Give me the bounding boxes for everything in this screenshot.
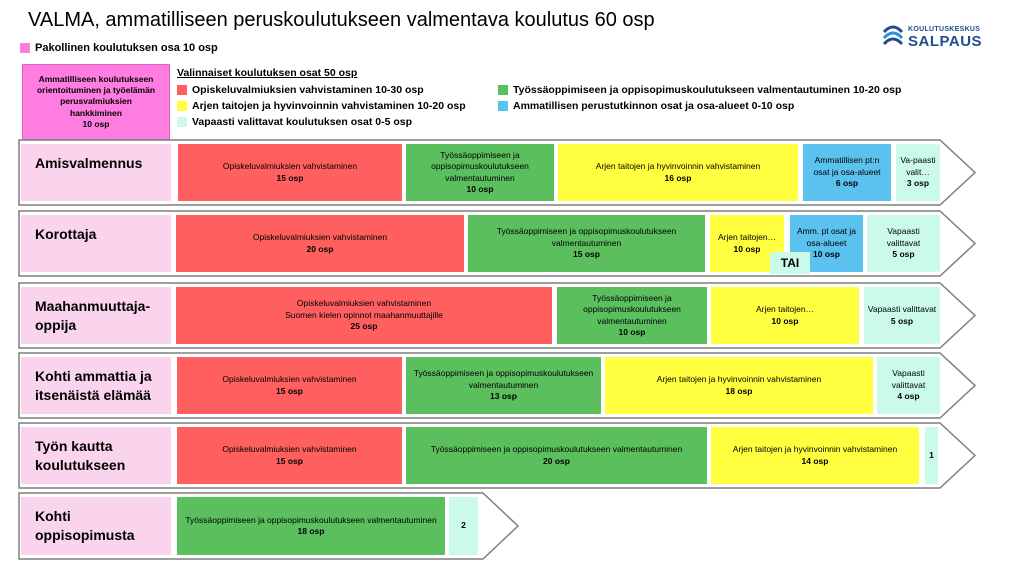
segment-title: Työssäoppimiseen ja oppisopimuskoulutukseen valmentautuminen: [583, 292, 681, 326]
elective-heading: Valinnaiset koulutuksen osat 50 osp: [177, 67, 358, 79]
page-title: VALMA, ammatilliseen peruskoulutukseen valmentava koulutus 60 osp: [28, 9, 655, 31]
segment-osp: 16 osp: [664, 172, 692, 183]
segment-osp: 6 osp: [835, 178, 859, 189]
segment-osp: 13 osp: [490, 391, 517, 402]
segment-red: [178, 144, 402, 201]
segment-yellow: [605, 357, 873, 414]
tai-label: TAI: [770, 252, 810, 274]
segment-osp: 10 osp: [813, 249, 840, 260]
row-label: Korottaja: [21, 215, 171, 272]
segment-title: Arjen taitojen ja hyvinvoinnin vahvistaminen: [732, 444, 898, 455]
segment-mint: [877, 357, 940, 414]
segment-title: Työssäoppimiseen ja oppisopimuskoulutukseen valmentautuminen: [185, 514, 437, 525]
row-label: Amisvalmennus: [21, 144, 171, 201]
segment-title: Arjen taitojen…: [717, 232, 777, 243]
segment-yellow: [711, 287, 859, 344]
legend-label-yellow: Arjen taitojen ja hyvinvoinnin vahvistaminen 10-20 osp: [192, 100, 466, 112]
row-label: Työn kautta koulutukseen: [21, 427, 171, 484]
segment-osp: 25 osp: [350, 321, 378, 332]
segment-title: Työssäoppimiseen ja oppisopimuskoulutukseen valmentautuminen: [496, 226, 677, 248]
segment-osp: 14 osp: [801, 455, 829, 466]
segment-osp: 15 osp: [276, 172, 304, 183]
segment-osp: 15 osp: [276, 455, 303, 466]
segment-green: [406, 427, 707, 484]
segment-osp: 3 osp: [906, 178, 930, 189]
segment-osp: 20 osp: [543, 455, 570, 466]
segment-green: [557, 287, 707, 344]
row-label: Kohti oppisopimusta: [21, 497, 171, 555]
segment-red: [177, 357, 402, 414]
row-label: Maahanmuuttaja- oppija: [21, 287, 171, 344]
legend-label-blue: Ammatillisen perustutkinnon osat ja osa-alueet 0-10 osp: [513, 100, 795, 112]
row-label: Kohti ammattia ja itsenäistä elämää: [21, 357, 171, 414]
segment-mint: [449, 497, 478, 555]
segment-mint: [867, 215, 940, 272]
segment-title: Opiskeluvalmiuksien vahvistaminen: [296, 298, 432, 309]
segment-yellow: [711, 427, 919, 484]
segment-green: [406, 357, 601, 414]
segment-green: [177, 497, 445, 555]
segment-green: [468, 215, 705, 272]
segment-title: Arjen taitojen…: [755, 304, 815, 315]
segment-title: Työssäoppimiseen ja oppisopimuskoulutukseen valmentautuminen: [413, 368, 594, 390]
segment-title: Opiskeluvalmiuksien vahvistaminen: [252, 232, 388, 243]
segment-osp: 18 osp: [725, 385, 753, 396]
segment-osp: 5 osp: [890, 315, 914, 326]
segment-red: [177, 427, 402, 484]
segment-title: Opiskeluvalmiuksien vahvistaminen: [222, 374, 357, 385]
segment-title: Arjen taitojen ja hyvinvoinnin vahvistaminen: [656, 374, 822, 385]
segment-title: Työssäoppimiseen ja oppisopimuskoulutukseen valmentautuminen: [431, 149, 529, 183]
logo-line2: SALPAUS: [908, 33, 983, 50]
segment-osp: 18 osp: [297, 526, 325, 536]
segment-subtitle: Suomen kielen opinnot maahanmuuttajille: [285, 309, 443, 320]
segment-osp: 10 osp: [618, 326, 646, 337]
segment-title: Työssäoppimiseen ja oppisopimuskoulutukseen valmentautuminen: [430, 444, 683, 455]
segment-title: Vapaasti valittavat: [886, 226, 921, 248]
segment-osp: 4 osp: [897, 391, 920, 402]
segment-red: [176, 287, 552, 344]
segment-title: Vapaasti valittavat: [891, 368, 926, 390]
segment-mint: [896, 144, 940, 201]
segment-title: Vapaasti valittavat: [867, 304, 937, 315]
orientation-box: Ammatilliseen koulutukseen orientoituminen ja työelämän perusvalmiuksien hankkiminen 10 osp: [22, 64, 170, 140]
segment-yellow: [558, 144, 798, 201]
segment-title: Va-paasti valit…: [900, 155, 936, 177]
segment-title: Opiskeluvalmiuksien vahvistaminen: [222, 444, 357, 455]
legend-label-red: Opiskeluvalmiuksien vahvistaminen 10-30 osp: [192, 84, 424, 96]
legend-label-mint: Vapaasti valittavat koulutuksen osat 0-5 osp: [192, 116, 412, 128]
segment-title: Arjen taitojen ja hyvinvoinnin vahvistaminen: [595, 161, 761, 172]
segment-mint: [864, 287, 940, 344]
segment-osp: 5 osp: [892, 249, 915, 260]
segment-osp: 20 osp: [306, 243, 334, 254]
logo-line1: KOULUTUSKESKUS: [908, 26, 981, 33]
segment-osp: 10 osp: [466, 183, 494, 194]
segment-green: [406, 144, 554, 201]
segment-title: Amm. pt osat ja osa-alueet: [796, 226, 857, 248]
segment-osp: 2: [461, 520, 466, 531]
segment-osp: 10 osp: [771, 315, 799, 326]
segment-title: Ammatillisen pt:n osat ja osa-alueet: [813, 155, 881, 177]
legend-label-green: Työssäoppimiseen ja oppisopimuskoulutukseen valmentautuminen 10-20 osp: [513, 84, 902, 96]
segment-red: [176, 215, 464, 272]
segment-osp: 10 osp: [733, 243, 761, 254]
mandatory-legend-label: Pakollinen koulutuksen osa 10 osp: [35, 42, 218, 54]
segment-mint: [925, 427, 938, 484]
segment-osp: 15 osp: [573, 249, 600, 260]
segment-osp: 15 osp: [276, 385, 303, 396]
segment-osp: 1: [929, 449, 934, 460]
segment-title: Opiskeluvalmiuksien vahvistaminen: [222, 161, 358, 172]
segment-blue: [803, 144, 891, 201]
